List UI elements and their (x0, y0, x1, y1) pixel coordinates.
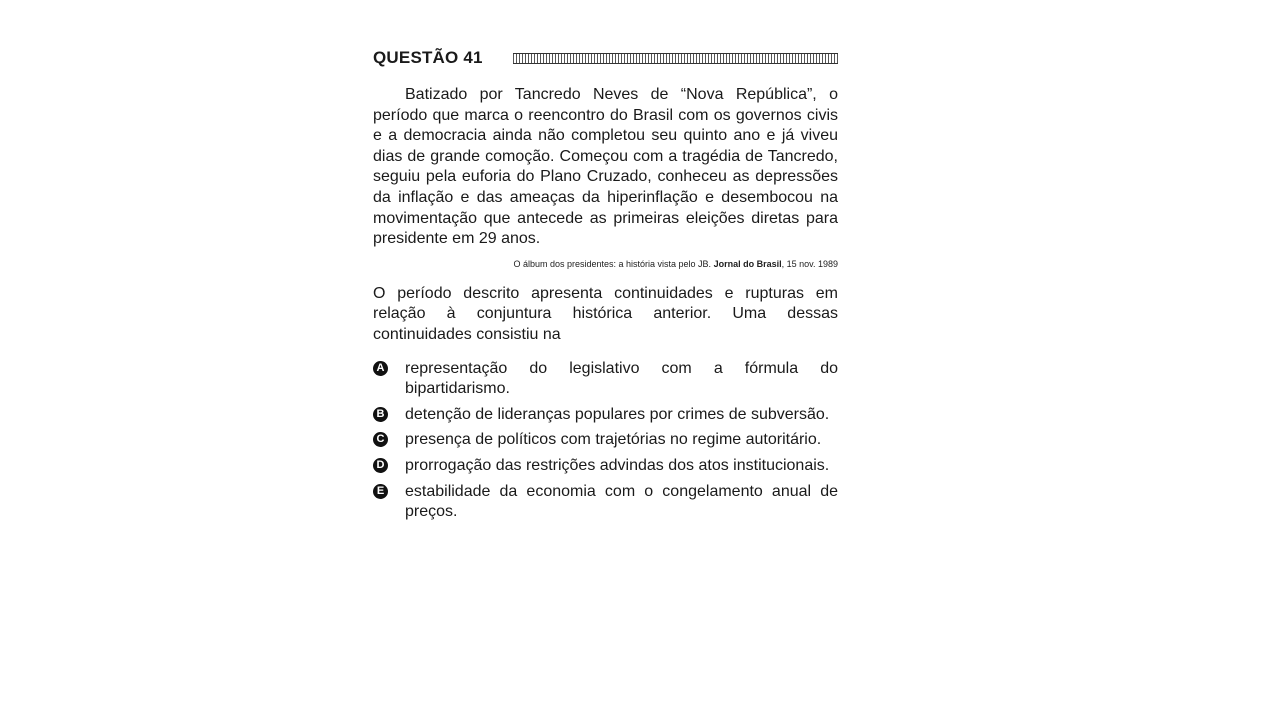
option-b-text: detenção de lideranças populares por crimes de subversão. (405, 405, 830, 423)
header-rule (513, 53, 838, 64)
passage-text: Batizado por Tancredo Neves de “Nova República”, o período que marca o reencontro do Brasil com os governos civis e a democracia ainda não completou seu quinto ano e já viveu dias de grande comoção. Começou com a tragédia de Tancredo, seguiu pela euforia do Plano Cruzado, conheceu as depressões da inflação e das ameaças da hiperinflação e desembocou na movimentação que antecede as primeiras eleições diretas para presidente em 29 anos. (373, 86, 838, 248)
option-d-letter-badge: D (373, 458, 388, 473)
option-b-letter-badge: B (373, 407, 388, 422)
option-d[interactable] (373, 456, 838, 477)
source-publication: Jornal do Brasil (713, 258, 782, 269)
option-d-text: prorrogação das restrições advindas dos atos institucionais. (405, 456, 830, 474)
option-e[interactable] (373, 482, 838, 523)
answer-options (373, 359, 838, 523)
question-block (373, 44, 838, 528)
option-e-text: estabilidade da economia com o congelamento anual de preços. (405, 482, 838, 521)
question-header (373, 44, 838, 72)
question-title: QUESTÃO 41 (373, 48, 483, 67)
source-prefix: O álbum dos presidentes: a história vista pelo JB. (513, 258, 712, 269)
option-a-letter-badge: A (373, 361, 388, 376)
option-a[interactable] (373, 359, 838, 400)
source-date: , 15 nov. 1989 (781, 258, 838, 269)
option-a-text: representação do legislativo com a fórmula do bipartidarismo. (405, 359, 838, 398)
passage-source (373, 259, 838, 269)
option-c-letter-badge: C (373, 432, 388, 447)
option-c[interactable] (373, 430, 838, 451)
option-e-letter-badge: E (373, 484, 388, 499)
question-stem: O período descrito apresenta continuidades e rupturas em relação à conjuntura histórica anterior. Uma dessas continuidades consistiu na (373, 284, 838, 343)
option-c-text: presença de políticos com trajetórias no regime autoritário. (405, 431, 822, 449)
option-b[interactable] (373, 405, 838, 426)
